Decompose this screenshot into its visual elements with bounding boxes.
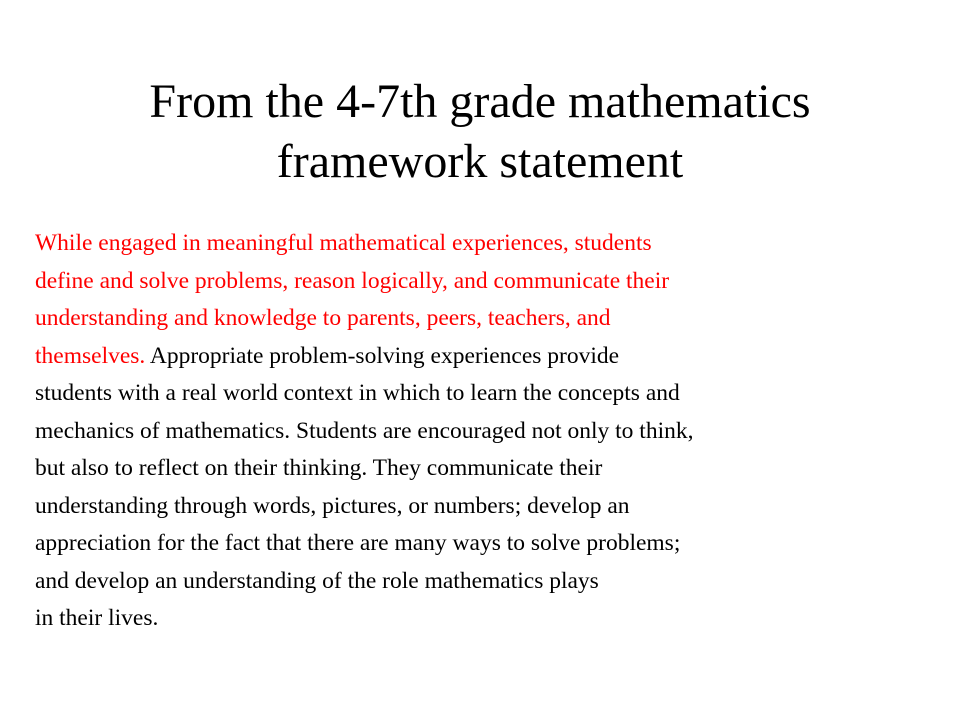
slide-title-line-2: framework statement [276,135,684,188]
slide-title-line-1: From the 4-7th grade mathematics [149,75,811,128]
highlighted-text: While engaged in meaningful mathematical experiences, students [35,230,652,256]
body-line-8 [35,488,925,526]
slide-title [60,72,900,192]
highlighted-text: themselves. [35,342,146,369]
body-line-4 [35,338,925,376]
body-line-7 [35,450,925,488]
framework-statement-body [35,225,925,638]
body-text: appreciation for the fact that there are many ways to solve problems; [35,530,681,556]
body-text: students with a real world context in which to learn the concepts and [35,380,680,406]
body-line-11 [35,600,925,638]
body-line-2 [35,263,925,301]
body-line-5 [35,375,925,413]
body-line-3 [35,300,925,338]
body-text: but also to reflect on their thinking. They communicate their [35,455,603,481]
body-line-6 [35,413,925,451]
body-text: and develop an understanding of the role mathematics plays [35,567,599,594]
body-text: in their lives. [35,605,159,631]
body-text: understanding through words, pictures, or numbers; develop an [35,492,630,519]
body-line-10 [35,563,925,601]
body-text: Appropriate problem-solving experiences provide [145,342,620,369]
highlighted-text: define and solve problems, reason logically, and communicate their [35,267,670,294]
body-text: mechanics of mathematics. Students are encouraged not only to think, [35,417,694,444]
highlighted-text: understanding and knowledge to parents, peers, teachers, and [35,305,611,331]
body-line-1 [35,225,925,263]
body-line-9 [35,525,925,563]
